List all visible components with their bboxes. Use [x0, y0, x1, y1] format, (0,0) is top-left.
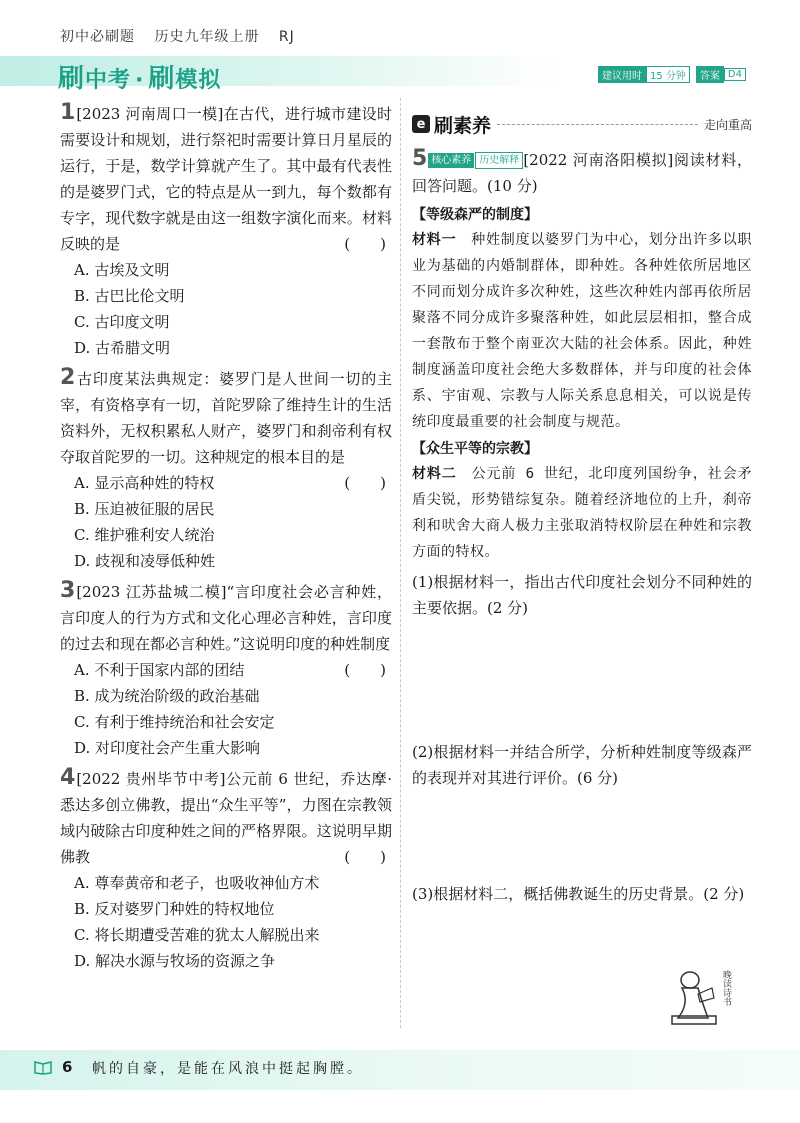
question-1	[60, 100, 392, 361]
option-b: B. 古巴比伦文明	[74, 287, 185, 305]
subject-name: 历史九年级上册	[154, 29, 260, 45]
question-4	[60, 765, 392, 974]
material-1-text: 种姓制度以婆罗门为中心，划分出许多以职业为基础的内婚制群体，即种姓。各种姓依所居地区不同而划分成许多次种姓，这些次种姓内部再依所居聚落不同分成许多聚落种姓，如此层层相扣，整合成一套散布于整个南亚次大陆的社会体系。因此，种姓制度涵盖印度社会绝大多数群体，并与印度的社会体系、宇宙观、宗教与人际关系息息相关，可以说是传统印度最重要的社会制度与规范。	[412, 232, 753, 430]
section-header	[412, 110, 752, 138]
answer-space-2	[412, 791, 752, 881]
option-d: D. 解决水源与牧场的资源之争	[74, 952, 276, 970]
core-literacy-tag: 核心素养	[428, 153, 474, 168]
answer-paren: ( )	[344, 848, 386, 866]
time-value: 15 分钟	[646, 66, 690, 83]
page-number: 6	[62, 1058, 73, 1076]
footer-motto: 帆的自豪，是能在风浪中挺起胸膛。	[92, 1061, 364, 1077]
doodle-text: 晚读诗书	[721, 970, 731, 1006]
option-c: C. 维护雅利安人统治	[74, 526, 215, 544]
answer-label: 答案	[696, 66, 724, 83]
section-title: 刷素养	[434, 114, 492, 137]
book-title-line	[60, 26, 309, 46]
right-column	[412, 110, 752, 907]
option-a: A. 古埃及文明	[74, 261, 170, 279]
material-2-label: 材料二	[412, 466, 457, 482]
option-d: D. 古希腊文明	[74, 339, 171, 357]
material-2-heading: 【众生平等的宗教】	[412, 441, 538, 457]
option-c: C. 古印度文明	[74, 313, 170, 331]
material-1-label: 材料一	[412, 232, 457, 248]
time-label: 建议用时	[598, 66, 646, 83]
question-number: 2	[60, 365, 76, 390]
section-subtitle: 走向重高	[703, 117, 752, 132]
option-c: C. 有利于维持统治和社会安定	[74, 713, 275, 731]
question-2	[60, 365, 392, 574]
section-brand: 刷中考 · 刷模拟	[58, 64, 222, 94]
option-b: B. 反对婆罗门种姓的特权地位	[74, 900, 275, 918]
answer-value: D4	[724, 68, 746, 81]
answer-space-1	[412, 621, 752, 739]
sub-question-2: (2)根据材料一并结合所学，分析种姓制度等级森严的表现并对其进行评价。(6 分)	[412, 743, 752, 787]
question-5	[412, 146, 752, 199]
question-number: 1	[60, 100, 76, 125]
sub-question-3: (3)根据材料二，概括佛教诞生的历史背景。(2 分)	[412, 885, 745, 903]
option-b: B. 成为统治阶级的政治基础	[74, 687, 260, 705]
section-rule	[497, 124, 698, 125]
question-stem: 古印度某法典规定：婆罗门是人世间一切的主宰，有资格享有一切，首陀罗除了维持生计的生活资料外，无权积累私人财产，婆罗门和刹帝利有权夺取首陀罗的一切。这种规定的根本目的是	[60, 370, 392, 466]
answer-paren: ( )	[344, 474, 386, 492]
column-divider	[400, 98, 401, 1028]
answer-paren: ( )	[344, 235, 386, 253]
question-number: 4	[60, 765, 76, 790]
material-1	[412, 227, 752, 435]
material-2-text: 公元前 6 世纪，北印度列国纷争，社会矛盾尖锐，形势错综复杂。随着经济地位的上升，刹帝利和吠舍大商人极力主张取消特权阶层在种姓和宗教方面的特权。	[412, 466, 752, 560]
question-stem: [2022 河南洛阳模拟]阅读材料，回答问题。(10 分)	[412, 151, 752, 195]
option-b: B. 压迫被征服的居民	[74, 500, 215, 518]
option-a: A. 尊奉黄帝和老子，也吸收神仙方术	[74, 874, 320, 892]
left-column	[60, 100, 392, 978]
option-a: A. 显示高种姓的特权	[74, 474, 215, 492]
option-d: D. 对印度社会产生重大影响	[74, 739, 261, 757]
question-stem: [2023 江苏盐城二模]“言印度社会必言种姓，言印度人的行为方式和文化心理必言种姓，言印度的过去和现在都必言种姓。”这说明印度的种姓制度	[60, 583, 392, 653]
option-a: A. 不利于国家内部的团结	[74, 661, 245, 679]
time-answer-box	[598, 66, 752, 82]
e-badge-icon: e	[412, 115, 430, 133]
answer-paren: ( )	[344, 661, 386, 679]
option-c: C. 将长期遭受苦难的犹太人解脱出来	[74, 926, 320, 944]
question-number: 5	[412, 146, 428, 171]
question-number: 3	[60, 578, 76, 603]
sub-question-1: (1)根据材料一，指出古代印度社会划分不同种姓的主要依据。(2 分)	[412, 573, 752, 617]
question-stem: [2023 河南周口一模]在古代，进行城市建设时需要设计和规划，进行祭祀时需要计算日月星辰的运行，于是，数学计算就产生了。其中最有代表性的是婆罗门式，它的特点是从一到九，每个数都有专字，现代数字就是由这一组数字演化而来。材料反映的是	[60, 105, 392, 253]
material-1-heading: 【等级森严的制度】	[412, 207, 538, 223]
history-explanation-tag: 历史解释	[475, 152, 523, 169]
option-d: D. 歧视和凌辱低种姓	[74, 552, 216, 570]
question-3	[60, 578, 392, 761]
edition-code: RJ	[278, 29, 295, 45]
book-icon	[34, 1059, 52, 1075]
reading-figure-icon	[660, 958, 750, 1028]
page-header	[0, 0, 800, 100]
question-stem: [2022 贵州毕节中考]公元前 6 世纪，乔达摩·悉达多创立佛教，提出“众生平等”，力图在宗教领域内破除古印度种姓之间的严格界限。这说明早期佛教	[60, 770, 392, 866]
series-name: 初中必刷题	[60, 29, 135, 45]
material-2	[412, 461, 752, 565]
